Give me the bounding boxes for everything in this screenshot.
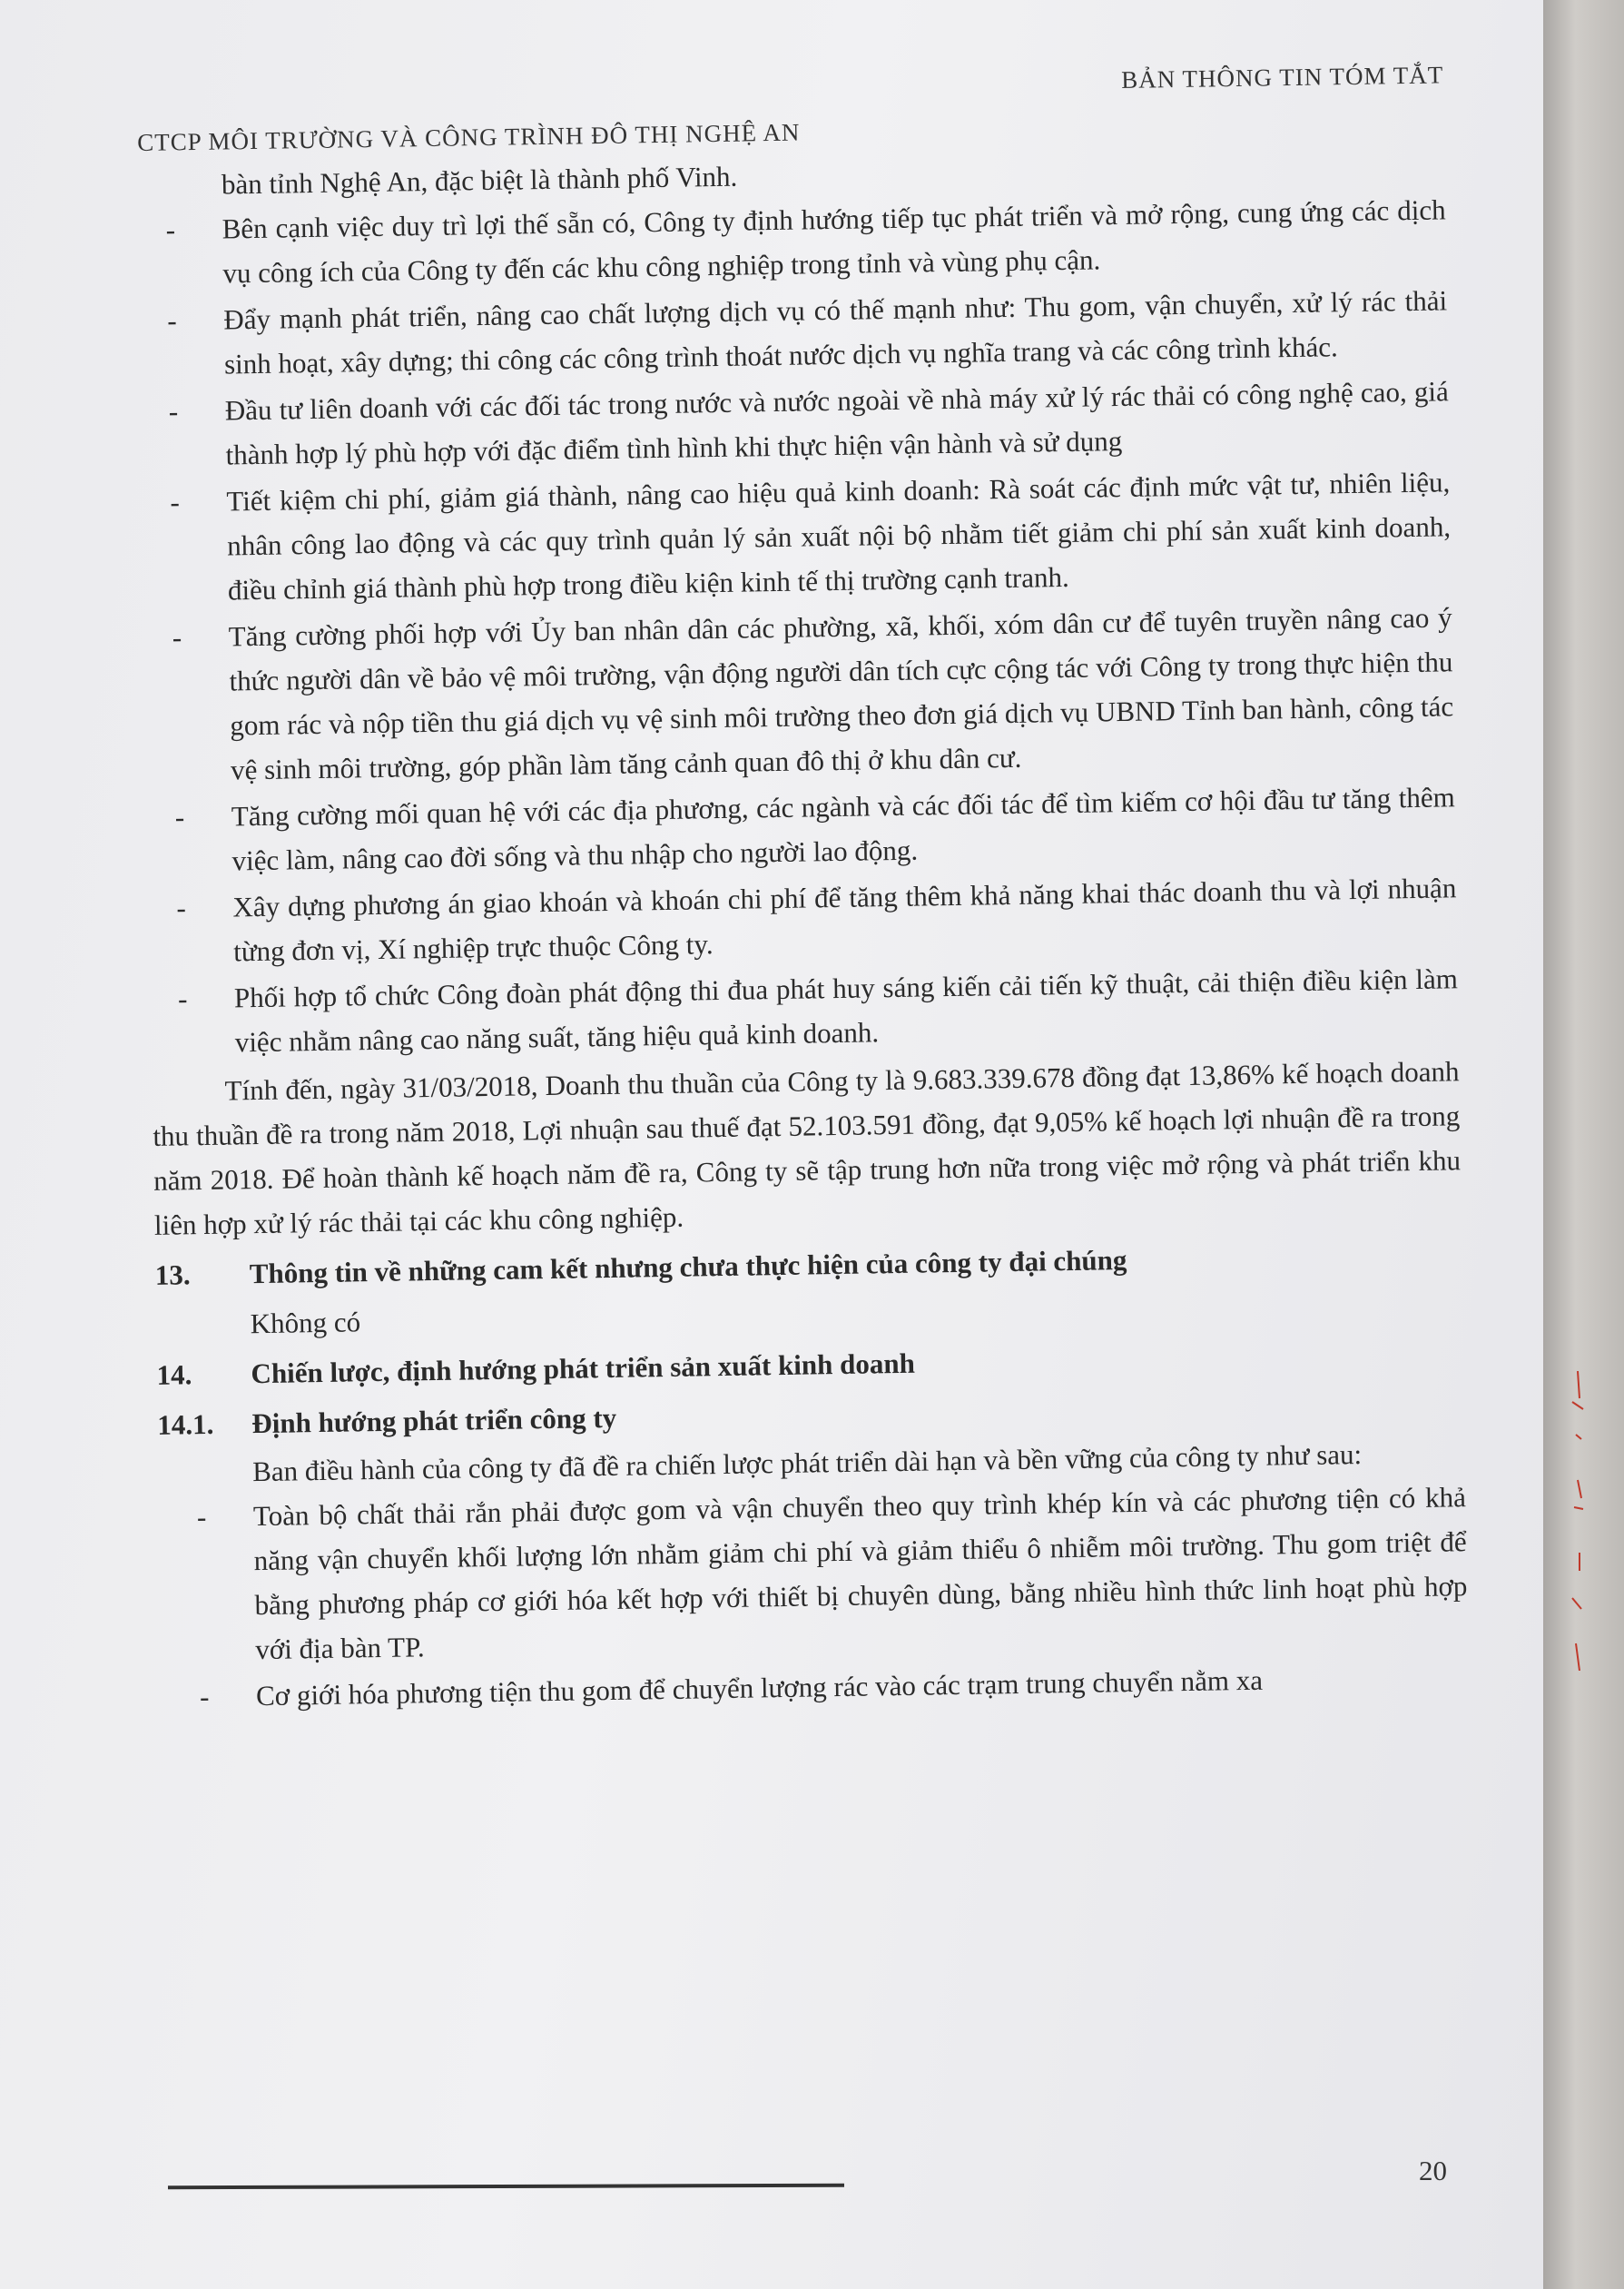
header-doc-title: BẢN THÔNG TIN TÓM TẮT <box>1121 61 1444 94</box>
section-title: Định hướng phát triển công ty <box>251 1401 617 1440</box>
summary-paragraph: Tính đến, ngày 31/03/2018, Doanh thu thuần của Công ty là 9.683.339.678 đồng đạt 13,86% kế hoạch doanh thu thuần đề ra trong năm 2018, Lợi nhuận sau thuế đạt 52.103.591 đồng, đạt 9,05% kế hoạch lợi nhuận đề ra trong năm 2018. Để hoàn thành kế hoạch năm đề ra, Công ty sẽ tập trung hơn nữa trong việc mở rộng và phát triển khu liên hợp xử lý rác thải tại các khu công nghiệp. <box>153 1055 1462 1241</box>
list-item: - Xây dựng phương án giao khoán và khoán chi phí để tăng thêm khả năng khai thác doanh thu và lợi nhuận từng đơn vị, Xí nghiệp trực thuộc Công ty. <box>176 872 1457 968</box>
list-item: - Cơ giới hóa phương tiện thu gom để chuyển lượng rác vào các trạm trung chuyển nằm xa <box>199 1663 1264 1713</box>
bullet-list-a <box>138 187 1459 1066</box>
list-item: - Đẩy mạnh phát triển, nâng cao chất lượng dịch vụ có thế mạnh như: Thu gom, vận chuyển, xử lý rác thải sinh hoạt, xây dựng; thi công các công trình thoát nước dịch vụ nghĩa trang và các công trình khác. <box>167 284 1448 380</box>
list-item: - Tiết kiệm chi phí, giảm giá thành, nâng cao hiệu quả kinh doanh: Rà soát các định mức vật tư, nhiên liệu, nhân công lao động và các quy trình quản lý sản xuất nội bộ nhằm tiết giảm chi phí sản xuất kinh doanh, điều chỉnh giá thành phù hợp trong điều kiện kinh tế thị trường cạnh tranh. <box>170 466 1452 607</box>
list-item: - Tăng cường mối quan hệ với các địa phương, các ngành và các đối tác để tìm kiếm cơ hội đầu tư tăng thêm việc làm, nâng cao đời sống và thu nhập cho người lao động. <box>174 781 1455 877</box>
header-company: CTCP MÔI TRƯỜNG VÀ CÔNG TRÌNH ĐÔ THỊ NGHỆ AN <box>136 118 801 156</box>
list-item: - Bên cạnh việc duy trì lợi thế sẵn có, Công ty định hướng tiếp tục phát triển và mở rộng, cung ứng các dịch vụ công ích của Công ty đến các khu công nghiệp trong tỉnh và vùng phụ cận. <box>165 193 1446 290</box>
page-content <box>136 52 1469 1721</box>
section-number: 14. <box>156 1358 192 1391</box>
bullet-list-b <box>159 1475 1470 1720</box>
section-title: Thông tin về những cam kết nhưng chưa thực hiện của công ty đại chúng <box>249 1244 1127 1290</box>
list-item: - Phối hợp tổ chức Công đoàn phát động thi đua phát huy sáng kiến cải tiến kỹ thuật, cải thiện điều kiện làm việc nhằm nâng cao năng suất, tăng hiệu quả kinh doanh. <box>177 962 1459 1059</box>
section-13-body: Không có <box>250 1306 361 1340</box>
list-item: - Toàn bộ chất thải rắn phải được gom và vận chuyển theo quy trình khép kín và các phương tiện có khả năng vận chuyển khối lượng lớn nhằm giảm chi phí và giảm thiểu ô nhiễm môi trường. Thu gom triệt để bằng phương pháp cơ giới hóa kết hợp với thiết bị chuyên dùng, bằng nhiều hình thức linh hoạt phù hợp với địa bàn TP. <box>196 1481 1468 1666</box>
list-item: - Đầu tư liên doanh với các đối tác trong nước và nước ngoài về nhà máy xử lý rác thải có công nghệ cao, giá thành hợp lý phù hợp với đặc điểm tình hình khi thực hiện vận hành và sử dụng <box>168 375 1449 471</box>
section-title: Chiến lược, định hướng phát triển sản xuất kinh doanh <box>251 1347 916 1390</box>
list-item: - Tăng cường phối hợp với Ủy ban nhân dân các phường, xã, khối, xóm dân cư để tuyên truyền nâng cao ý thức người dân về bảo vệ môi trường, vận động người dân tích cực cộng tác với Công ty trong thực hiện thu gom rác và nộp tiền thu giá dịch vụ vệ sinh môi trường theo đơn giá dịch vụ UBND Tỉnh ban hành, công tác vệ sinh môi trường, góp phần làm tăng cảnh quan đô thị ở khu dân cư. <box>172 601 1454 786</box>
page-number: 20 <box>1419 2155 1447 2186</box>
intro-continuation: bàn tỉnh Nghệ An, đặc biệt là thành phố Vinh. <box>221 160 738 201</box>
red-pen-marks <box>1560 1371 1596 1671</box>
section-number: 13. <box>154 1258 191 1291</box>
next-page-edge <box>1543 0 1624 2289</box>
footer-rule <box>168 2184 844 2190</box>
section-14-1-body: Ban điều hành của công ty đã đề ra chiến lược phát triển dài hạn và bền vững của công ty như sau: <box>251 1437 1363 1488</box>
section-number: 14.1. <box>157 1407 214 1441</box>
